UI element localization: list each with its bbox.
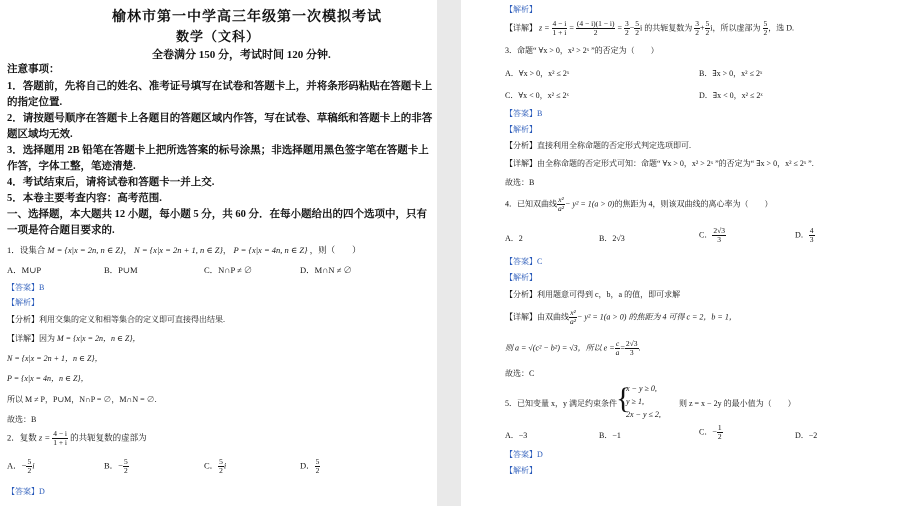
score-line: 全卷满分 150 分，考试时间 120 分钟.	[152, 49, 331, 61]
q2-detail-frac-1-num: 4 − i	[552, 19, 567, 28]
q2-detail-frac-7-den: 2	[763, 28, 768, 37]
q4-option-d-den: 3	[809, 235, 814, 244]
q1-conclusion: 故选：B	[7, 415, 37, 424]
q4-stem	[505, 196, 772, 213]
note-line: 的指定位置.	[7, 97, 63, 108]
q5-constraint-1: x − y ≥ 0,	[626, 384, 657, 393]
q4-option-c-fraction	[712, 227, 726, 244]
q2-option-c-denominator: 2	[219, 466, 223, 475]
notes-heading: 注意事项：	[7, 64, 60, 75]
q3-option-a: A．∀x > 0，x² ≤ 2ˣ	[505, 69, 570, 78]
q5-brace: {	[616, 382, 631, 415]
q4-stem-suffix: 的焦距为 4，则该双曲线的离心率为（ ）	[614, 199, 773, 209]
q2-z-fraction	[52, 430, 68, 447]
q2-option-c-numerator: 5	[219, 457, 223, 466]
q2-option-a-suffix: i	[32, 460, 35, 471]
section-heading: 一项是符合题目要求的.	[7, 225, 115, 236]
q4-detail-result-num: 2√3	[625, 339, 638, 348]
q1-option-a: A．M∪P	[7, 265, 42, 275]
q2-analysis-tag: 【解析】	[505, 5, 537, 14]
q2-z-numerator: 4 − i	[53, 429, 68, 438]
q1-detail-m: M = {x|x = 2n，n ∈ Z}，	[57, 334, 141, 343]
q1-detail-prefix: 【详解】因为	[7, 334, 55, 343]
q2-detail-eq: =	[617, 23, 622, 33]
q4-hyperbola-den: a²	[558, 204, 564, 213]
q5-constraint-3: 2x − y ≤ 2,	[626, 410, 661, 419]
q1-set-p: P = {x|x = 4n, n ∈ Z}	[233, 245, 308, 255]
q4-option-d-num: 4	[809, 226, 814, 235]
q4-detail-num: x²	[570, 308, 576, 317]
q2-z-lhs: z =	[38, 432, 51, 443]
q2-detail-frac-2-num: (4 − i)(1 − i)	[576, 19, 615, 28]
q2-option-a-sign: −	[21, 460, 27, 471]
q1-option-c: C．N∩P ≠ ∅	[204, 265, 253, 275]
q1-detail-result: 所以 M ≠ P，P∪M，N∩P = ∅，M∩N = ∅.	[7, 395, 157, 404]
q2-option-c	[204, 458, 226, 475]
q4-detail-line-1	[505, 309, 737, 326]
q2-detail-frac-7-num: 5	[763, 19, 768, 28]
q4-option-d	[795, 227, 815, 244]
q4-option-b: B．2√3	[599, 234, 625, 243]
q5-analysis-tag: 【解析】	[505, 466, 537, 475]
note-line: 4．考试结束后，请将试卷和答题卡一并上交.	[7, 177, 215, 188]
q2-option-d	[300, 458, 320, 475]
q2-option-d-denominator: 2	[315, 466, 320, 475]
q4-detail-ca-den: a	[615, 348, 620, 357]
q2-option-d-fraction	[315, 458, 321, 475]
q3-conclusion: 故选：B	[505, 178, 535, 187]
q4-detail-rest: − y² = 1(a > 0) 的焦距为 4 可得 c = 2，b = 1，	[577, 312, 737, 322]
q2-detail-frac-4-num: 5	[635, 19, 640, 28]
q2-option-b-denominator: 2	[123, 466, 128, 475]
note-line: 3．选择题用 2B 铅笔在答题卡上把所选答案的标号涂黑；非选择题用黑色签字笔在答题卡上	[7, 145, 429, 156]
q4-analysis-tag: 【解析】	[505, 273, 537, 282]
q2-stem	[7, 430, 147, 447]
q1-detail-n: N = {x|x = 2n + 1，n ∈ Z}，	[7, 354, 103, 363]
q4-option-c-num: 2√3	[713, 226, 725, 235]
q4-detail-prefix: 【详解】由双曲线	[505, 312, 569, 322]
q2-detail-frac-4-den: 2	[635, 28, 640, 37]
q4-detail-eccentricity: 则 a = √(c² − b²) = √3，所以 e =	[505, 343, 615, 353]
exam-title: 榆林市第一中学高三年级第一次模拟考试	[112, 10, 382, 25]
q3-analysis: 【分析】直接利用全称命题的否定形式判定选项即可.	[505, 141, 691, 150]
q2-detail-frac-5-den: 2	[695, 28, 699, 37]
q3-answer: 【答案】B	[505, 109, 543, 118]
q4-detail-end: .	[638, 343, 641, 353]
q1-analysis-tag: 【解析】	[7, 298, 39, 307]
q4-stem-prefix: 4．已知双曲线	[505, 199, 557, 209]
q1-detail-line	[7, 333, 141, 344]
q3-option-d: D．∃x < 0，x² ≤ 2ˣ	[699, 91, 763, 100]
q4-option-d-label: D．	[795, 230, 809, 240]
q1-option-d: D．M∩N ≠ ∅	[300, 265, 352, 275]
q4-detail-fraction	[569, 309, 577, 326]
q5-option-d: D．−2	[795, 431, 818, 440]
q4-option-a: A．2	[505, 234, 523, 243]
page-right	[461, 0, 900, 506]
q2-detail-line	[505, 20, 794, 37]
q4-detail-eq: =	[620, 343, 625, 353]
q4-analysis: 【分析】利用题意可得到 c，b，a 的值，即可求解	[505, 290, 681, 299]
q2-option-a-denominator: 2	[27, 466, 32, 475]
note-line: 5．本卷主要考查内容：高考范围.	[7, 193, 162, 204]
note-line: 1．答题前，先将自己的姓名、准考证号填写在试卷和答题卡上，并将条形码粘贴在答题卡上	[7, 81, 433, 92]
q4-answer: 【答案】C	[505, 257, 543, 266]
q2-option-d-numerator: 5	[315, 457, 320, 466]
q2-detail-frac-2-den: 2	[593, 28, 598, 37]
q1-stem-suffix: ，则（ ）	[309, 245, 361, 255]
q4-detail-result-den: 3	[629, 348, 634, 357]
q5-option-c-fraction	[717, 424, 723, 441]
q5-option-c-label: C．−	[699, 427, 717, 437]
q5-stem-suffix: 则 z = x − 2y 的最小值为（ ）	[679, 399, 796, 408]
page-left	[0, 0, 437, 506]
q2-detail-prefix: 【详解】	[505, 23, 537, 33]
q4-detail-ca-num: c	[615, 339, 620, 348]
q1-analysis: 【分析】利用交集的定义和相等集合的定义即可直接得出结果.	[7, 315, 225, 324]
q2-option-b-label: B．	[104, 460, 119, 471]
q2-detail-frac-3-num: 3	[625, 19, 629, 28]
q5-stem-prefix: 5．已知变量 x，y 满足约束条件	[505, 399, 617, 408]
q2-detail-plus: +	[700, 23, 705, 33]
q2-detail-mid: i 的共轭复数为	[640, 23, 693, 33]
q1-stem-prefix: 1．设集合	[7, 245, 46, 255]
q5-option-c-num: 1	[717, 423, 722, 432]
q4-hyperbola-num: x²	[558, 195, 564, 204]
q2-option-b-sign: −	[118, 460, 123, 471]
q4-hyperbola-fraction	[557, 196, 565, 213]
q4-detail-result-fraction	[625, 340, 639, 357]
q4-conclusion: 故选：C	[505, 369, 535, 378]
q1-set-m: M = {x|x = 2n, n ∈ Z}	[47, 245, 124, 255]
q5-option-b: B．−1	[599, 431, 621, 440]
note-line: 题区域均无效.	[7, 129, 73, 140]
q2-detail-minus: −	[629, 23, 635, 33]
q2-detail-frac-6-num: 5	[705, 19, 710, 28]
q5-answer: 【答案】D	[505, 450, 543, 459]
q5-constraint-2: y ≥ 1,	[626, 397, 644, 406]
q2-option-a-label: A．	[7, 460, 22, 471]
q2-detail-eq: =	[569, 23, 574, 33]
note-line: 2．请按题号顺序在答题卡上各题目的答题区域内作答，写在试卷、草稿纸和答题卡上的非答	[7, 113, 433, 124]
q5-option-a: A．−3	[505, 431, 528, 440]
q4-hyperbola-tail: − y² = 1(a > 0)	[565, 199, 615, 209]
q2-detail-frac-3-den: 2	[625, 28, 629, 37]
q3-analysis-tag: 【解析】	[505, 125, 537, 134]
q4-option-d-fraction	[809, 227, 815, 244]
q2-detail-mid2: i，所以虚部为	[710, 23, 761, 33]
section-heading: 一、选择题，本大题共 12 小题，每小题 5 分，共 60 分．在每小题给出的四个选项中，只有	[7, 209, 427, 220]
q2-option-c-label: C．	[204, 460, 219, 471]
q1-set-n: N = {x|x = 2n + 1, n ∈ Z}	[134, 245, 223, 255]
q1-option-b: B．P∪M	[104, 265, 138, 275]
q2-stem-suffix: 的共轭复数的虚部为	[70, 432, 147, 443]
q2-option-b	[104, 458, 129, 475]
q2-stem-prefix: 2．复数	[7, 432, 37, 443]
q5-option-c-den: 2	[717, 432, 722, 441]
q2-option-b-fraction	[123, 458, 129, 475]
q3-detail: 【详解】由全称命题的否定形式可知：命题“ ∀x > 0，x² > 2ˣ ”的否定为“ ∃x > 0，x² ≤ 2ˣ ”.	[505, 159, 814, 168]
q2-detail-frac-6-den: 2	[705, 28, 710, 37]
q2-detail-frac-1	[552, 20, 568, 37]
q2-answer: 【答案】D	[7, 487, 45, 496]
q4-detail-den: a²	[570, 317, 576, 326]
q5-option-c	[699, 424, 723, 441]
note-line: 作答，字体工整，笔迹清楚.	[7, 161, 136, 172]
q1-stem: 1．设集合 M = {x|x = 2n, n ∈ Z}， N = {x|x = 2n + 1, n ∈ Z}， P = {x|x = 4n, n ∈ Z} ，则（ ）	[7, 245, 361, 255]
q2-z-denominator: 1 + i	[53, 438, 68, 447]
q1-answer: 【答案】B	[7, 283, 45, 292]
exam-subject: 数学（文科）	[176, 29, 261, 44]
q4-option-c-den: 3	[717, 235, 722, 244]
q2-option-a	[7, 458, 35, 475]
q3-option-b: B．∃x > 0，x² ≤ 2ˣ	[699, 69, 763, 78]
q2-option-d-label: D．	[300, 460, 315, 471]
q2-detail-frac-2	[576, 20, 616, 37]
q2-detail-end: ，选 D.	[768, 23, 795, 33]
q2-detail-frac-1-den: 1 + i	[552, 28, 567, 37]
q4-detail-line-2	[505, 340, 641, 357]
q2-detail-z: z =	[539, 23, 550, 33]
q2-option-b-numerator: 5	[123, 457, 128, 466]
q3-option-c: C．∀x < 0，x² ≤ 2ˣ	[505, 91, 569, 100]
q2-detail-frac-5-num: 3	[695, 19, 699, 28]
q3-stem: 3．命题“ ∀x > 0，x² > 2ˣ ”的否定为（ ）	[505, 46, 659, 55]
q4-option-c	[699, 227, 726, 244]
page-gap	[437, 0, 461, 506]
q2-option-c-suffix: i	[223, 460, 227, 471]
q1-detail-p: P = {x|x = 4n，n ∈ Z}，	[7, 374, 89, 383]
q2-option-a-numerator: 5	[27, 457, 32, 466]
q4-option-c-label: C．	[699, 230, 713, 240]
